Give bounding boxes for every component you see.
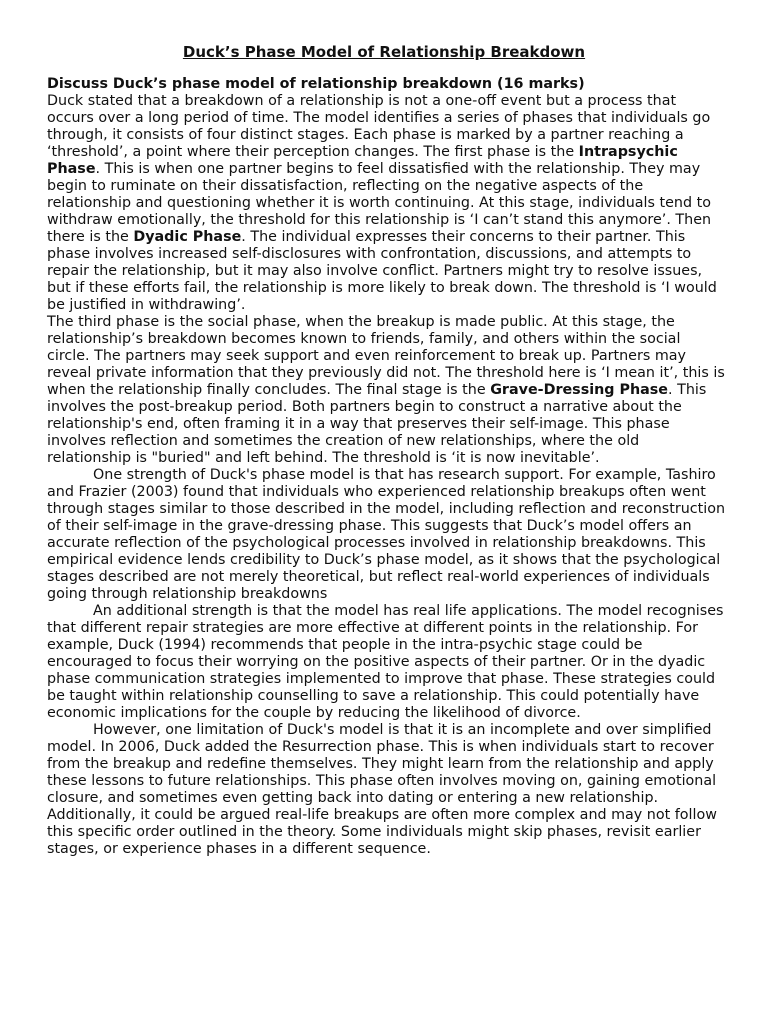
paragraph-text: . The individual expresses their concerns to their partner. This phase involves increased self-disclosures with confrontation, discussions, and attempts to repair the relationship, but it may also involve conflict. Partners might try to resolve issues, but if these efforts fail, the relationship is more likely to break down. The threshold is ‘I would be justified in withdrawing’. (47, 229, 717, 313)
document-body (47, 76, 725, 858)
essay-question: Discuss Duck’s phase model of relationship breakdown (16 marks) (47, 76, 585, 92)
paragraph-strength-applications: An additional strength is that the model has real life applications. The model recognises that different repair strategies are more effective at different points in the relationship. For example, Duck (1994) recommends that people in the intra-psychic stage could be encouraged to focus their worrying on the positive aspects of their partner. Or in the dyadic phase communication strategies implemented to improve that phase. These strategies could be taught within relationship counselling to save a relationship. This could potentially have economic implications for the couple by reducing the likelihood of divorce. (47, 603, 724, 721)
paragraph-text: . This involves the post-breakup period. Both partners begin to construct a narrative about the relationship's end, often framing it in a way that preserves their self-image. This phase involves reflection and sometimes the creation of new relationships, where the old relationship is "buried" and left behind. The threshold is ‘it is now inevitable’. (47, 382, 707, 466)
paragraph-limitation: However, one limitation of Duck's model is that it is an incomplete and over simplified model. In 2006, Duck added the Resurrection phase. This is when individuals start to recover from the breakup and redefine themselves. They might learn from the relationship and apply these lessons to future relationships. This phase often involves moving on, gaining emotional closure, and sometimes even getting back into dating or entering a new relationship. Additionally, it could be argued real-life breakups are often more complex and may not follow this specific order outlined in the theory. Some individuals might skip phases, revisit earlier stages, or experience phases in a different sequence. (47, 722, 717, 857)
document-title: Duck’s Phase Model of Relationship Breakdown (182, 43, 586, 61)
paragraph-strength-research: One strength of Duck's phase model is that has research support. For example, Tashiro and Frazier (2003) found that individuals who experienced relationship breakups often went through stages similar to those described in the model, including reflection and reconstruction of their self-image in the grave-dressing phase. This suggests that Duck’s model offers an accurate reflection of the psychological processes involved in relationship breakdowns. This empirical evidence lends credibility to Duck’s phase model, as it shows that the psychological stages described are not merely theoretical, but reflect real-world experiences of individuals going through relationship breakdowns (47, 467, 726, 602)
paragraph-text: . This is when one partner begins to feel dissatisfied with the relationship. They may begin to ruminate on their dissatisfaction, reflecting on the negative aspects of the relationship and questioning whether it is worth continuing. At this stage, individuals tend to withdraw emotionally, the threshold for this relationship is ‘I can’t stand this anymore’. Then there is the (47, 161, 712, 245)
paragraph-text: Duck stated that a breakdown of a relationship is not a one-off event but a process that occurs over a long period of time. The model identifies a series of phases that individuals go through, it consists of four distinct stages. Each phase is marked by a partner reaching a ‘threshold’, a point where their perception changes. The first phase is the (47, 93, 711, 160)
term-intrapsychic-phase: Intrapsychic Phase (47, 144, 678, 177)
term-grave-dressing-phase: Grave-Dressing Phase (490, 382, 669, 398)
paragraph-intro (47, 93, 725, 314)
term-dyadic-phase: Dyadic Phase (133, 229, 242, 245)
paragraph-social-phase (47, 314, 725, 467)
paragraph-text: The third phase is the social phase, when the breakup is made public. At this stage, the relationship’s breakdown becomes known to friends, family, and others within the social circle. The partners may seek support and even reinforcement to break up. Partners may reveal private information that they previously did not. The threshold here is ‘I mean it’, this is when the relationship finally concludes. The final stage is the (47, 314, 725, 398)
